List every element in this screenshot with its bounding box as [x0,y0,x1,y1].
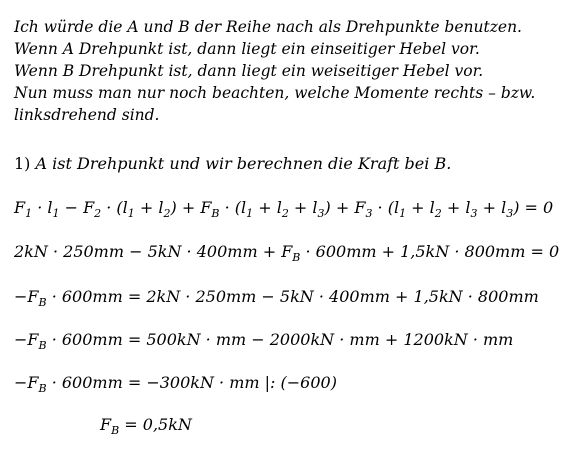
intro-line: Wenn A Drehpunkt ist, dann liegt ein einseitiger Hebel vor. [14,40,480,58]
equation-part: ) = 0 [513,198,554,217]
intro-line: Wenn B Drehpunkt ist, dann liegt ein weiseitiger Hebel vor. [14,62,484,80]
equation-part: + l [134,198,164,217]
equation-part: −F [14,287,39,306]
equation-subscript: B [292,251,301,264]
equation-part: · 600mm = −300kN · mm |: (−600) [46,373,337,392]
equation-subscript: 3 [317,207,325,220]
equation-part: · 600mm + 1,5kN · 800mm = 0 [300,242,560,261]
equation-part: = 0,5kN [119,415,192,434]
equation-part: · 600mm = 2kN · 250mm − 5kN · 400mm + 1,5kN · 800mm [46,287,539,306]
equation-subscript: 1 [25,207,33,220]
equation-part: · (l [372,198,400,217]
equation-subscript: 2 [94,207,102,220]
equation-part: + l [253,198,282,217]
sum-equation [14,373,337,395]
intro-paragraph [14,16,574,126]
intro-line: Ich würde die A und B der Reihe nach als Drehpunkte benutzen. [14,18,522,36]
equation-subscript: 1 [127,207,135,220]
equation-part: + l [441,198,471,217]
equation-subscript: 2 [434,207,442,220]
equation-subscript: B [111,424,120,437]
equation-subscript: B [38,382,47,395]
moment-equation [14,198,554,220]
equation-subscript: 3 [470,207,478,220]
equation-part: ) + F [324,198,366,217]
equation-subscript: 1 [399,207,407,220]
equation-subscript: 3 [506,207,514,220]
section-number: 1) [14,154,31,173]
equation-subscript: 2 [281,207,289,220]
intro-line: Nun muss man nur noch beachten, welche Momente rechts – bzw. [14,84,536,102]
equation-subscript: B [38,339,47,352]
intro-line: linksdrehend sind. [14,106,160,124]
equation-part: ) + F [170,198,212,217]
equation-part: −F [14,330,39,349]
section-heading [14,154,451,173]
equation-part: + l [477,198,507,217]
equation-part: F [100,415,112,434]
equation-part: 2kN · 250mm − 5kN · 400mm + F [14,242,293,261]
equation-subscript: 3 [365,207,373,220]
equation-part: + l [288,198,318,217]
equation-subscript: B [38,296,47,309]
equation-part: · l [32,198,53,217]
equation-part: F [14,198,26,217]
equation-subscript: B [211,207,220,220]
result-equation [100,415,192,437]
section-text: A ist Drehpunkt und wir berechnen die Kraft bei B. [35,154,452,173]
rearranged-equation [14,287,539,309]
products-equation [14,330,514,352]
equation-part: −F [14,373,39,392]
equation-part: · (l [219,198,247,217]
equation-part: · 600mm = 500kN · mm − 2000kN · mm + 1200kN · mm [46,330,514,349]
equation-part: − F [59,198,95,217]
equation-subscript: 1 [246,207,254,220]
equation-subscript: 2 [163,207,171,220]
substituted-equation [14,242,560,264]
equation-part: + l [406,198,435,217]
equation-part: · (l [101,198,128,217]
equation-subscript: 1 [52,207,60,220]
